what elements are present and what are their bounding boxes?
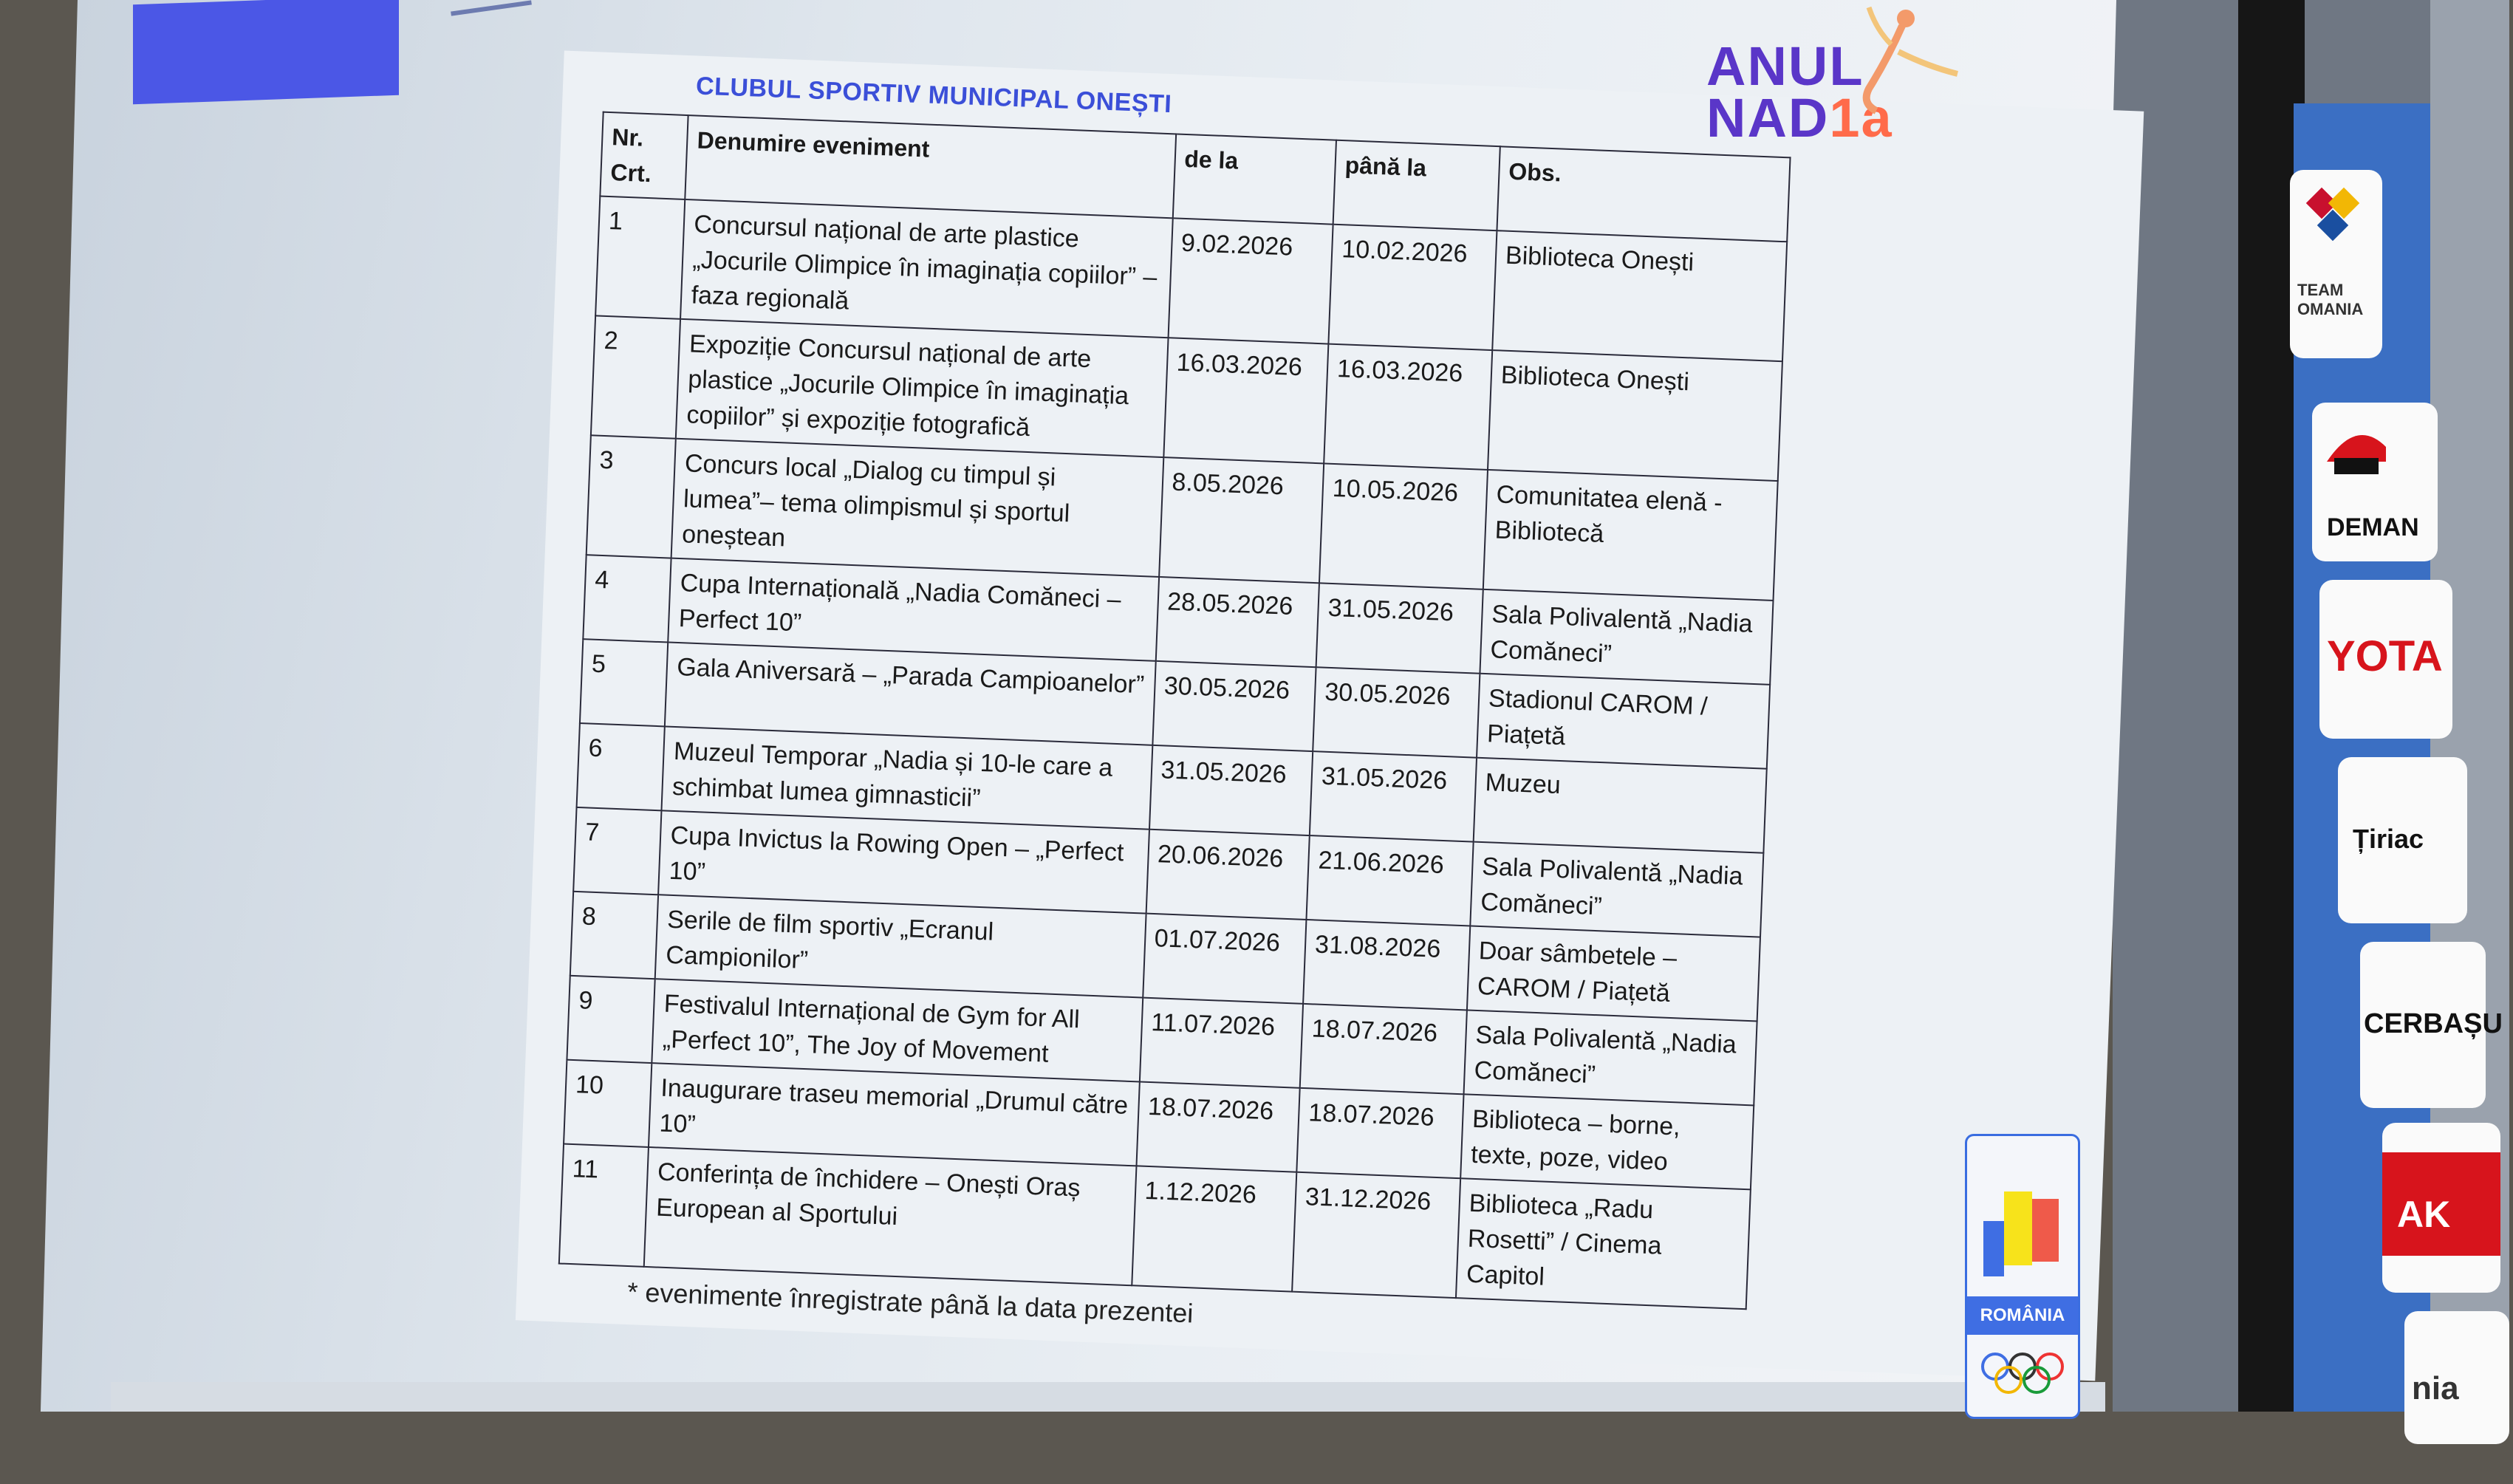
cell-to: 31.12.2026 <box>1292 1172 1460 1298</box>
cell-to: 18.07.2026 <box>1296 1088 1463 1178</box>
cell-from: 01.07.2026 <box>1143 914 1307 1004</box>
slide-title: CLUBUL SPORTIV MUNICIPAL ONEȘTI <box>695 72 1172 119</box>
cell-nr: 5 <box>580 639 669 726</box>
cell-from: 28.05.2026 <box>1155 577 1319 667</box>
cell-obs: Sala Polivalentă „Nadia Comăneci” <box>1463 1010 1757 1105</box>
cell-name: Serile de film sportiv „Ecranul Campionilor” <box>655 895 1146 997</box>
header-from: de la <box>1172 134 1336 224</box>
cell-obs: Biblioteca Onești <box>1492 230 1787 361</box>
logo-line-2-main: NAD <box>1706 87 1830 148</box>
sponsor-label: AK <box>2397 1194 2451 1235</box>
cell-obs: Sala Polivalentă „Nadia Comăneci” <box>1470 842 1763 937</box>
romania-color-blocks-icon <box>1983 1177 2065 1288</box>
cell-name: Inaugurare traseu memorial „Drumul către 10” <box>649 1063 1139 1166</box>
sponsor-label: CERBAȘU <box>2364 1008 2503 1039</box>
cell-nr: 3 <box>587 435 677 558</box>
cell-from: 11.07.2026 <box>1139 998 1303 1088</box>
header-nr: Nr. Crt. <box>600 112 688 199</box>
sponsor-label: nia <box>2412 1370 2459 1406</box>
cell-from: 18.07.2026 <box>1136 1081 1300 1172</box>
cell-name: Concurs local „Dialog cu timpul și lumea”– tema olimpismul și sportul oneștean <box>671 439 1163 577</box>
cell-to: 31.08.2026 <box>1303 920 1470 1010</box>
cell-nr: 7 <box>573 807 662 895</box>
header-obs: Obs. <box>1497 146 1790 242</box>
cell-nr: 4 <box>583 555 671 642</box>
cell-nr: 10 <box>564 1060 652 1147</box>
header-to: până la <box>1333 140 1500 230</box>
romania-olympic-badge <box>1965 1134 2080 1419</box>
cell-to: 18.07.2026 <box>1300 1004 1467 1094</box>
events-table <box>558 112 1791 1310</box>
cell-to: 16.03.2026 <box>1324 344 1492 470</box>
cell-nr: 11 <box>559 1144 649 1267</box>
logo-line-1: ANUL <box>1706 35 1864 97</box>
cell-name: Gala Aniversară – „Parada Campioanelor” <box>665 643 1155 745</box>
cell-name: Cupa Invictus la Rowing Open – „Perfect 10” <box>659 810 1149 913</box>
cell-obs: Biblioteca – borne, texte, poze, video <box>1460 1094 1754 1189</box>
cell-name: Festivalul Internațional de Gym for All „Perfect 10”, The Joy of Movement <box>652 979 1143 1081</box>
cell-from: 30.05.2026 <box>1152 661 1316 751</box>
cell-obs: Biblioteca Onești <box>1488 350 1782 481</box>
cell-name: Muzeul Temporar „Nadia și 10-le care a schimbat lumea gimnasticii” <box>662 726 1152 829</box>
cell-to: 30.05.2026 <box>1313 667 1480 757</box>
cell-from: 1.12.2026 <box>1132 1166 1297 1291</box>
footnote: * evenimente înregistrate până la data prezentei <box>626 1276 1194 1329</box>
cell-nr: 1 <box>595 196 685 319</box>
sponsor-label: YOTA <box>2327 632 2443 680</box>
cell-nr: 6 <box>577 723 666 810</box>
olympic-rings-icon <box>1980 1350 2065 1402</box>
cell-name: Concursul național de arte plastice „Jocurile Olimpice în imaginația copiilor” – faza regională <box>681 199 1173 338</box>
cell-to: 21.06.2026 <box>1307 835 1474 926</box>
cell-nr: 9 <box>567 976 655 1063</box>
sponsor-label: Țiriac <box>2353 824 2424 854</box>
header-name: Denumire eveniment <box>685 115 1176 218</box>
cell-obs: Biblioteca „Radu Rosetti” / Cinema Capitol <box>1456 1178 1751 1309</box>
sponsor-label: TEAM OMANIA <box>2297 281 2364 318</box>
badge-label: ROMÂNIA <box>1967 1296 2078 1335</box>
cell-to: 31.05.2026 <box>1316 583 1483 673</box>
cell-obs: Comunitatea elenă - Bibliotecă <box>1483 470 1778 601</box>
cell-obs: Muzeu <box>1474 758 1767 853</box>
cell-obs: Doar sâmbetele – CAROM / Piațetă <box>1467 926 1760 1021</box>
cell-nr: 2 <box>591 315 681 438</box>
cell-to: 31.05.2026 <box>1310 751 1477 841</box>
cell-to: 10.05.2026 <box>1319 463 1488 589</box>
cell-to: 10.02.2026 <box>1328 225 1497 350</box>
gymnast-icon <box>1817 0 1965 133</box>
cell-from: 8.05.2026 <box>1159 457 1324 583</box>
cell-from: 9.02.2026 <box>1168 218 1333 343</box>
cell-nr: 8 <box>570 892 659 979</box>
cell-from: 20.06.2026 <box>1146 830 1310 920</box>
logo-line-2-accent: 1a <box>1829 87 1893 148</box>
cell-name: Conferința de închidere – Onești Oraș European al Sportului <box>644 1147 1136 1285</box>
cell-name: Expoziție Concursul național de arte plastice „Jocurile Olimpice în imaginația copiilor” și expoziție fotografică <box>676 319 1168 457</box>
sponsor-label: DEMAN <box>2327 513 2419 541</box>
cell-obs: Sala Polivalentă „Nadia Comăneci” <box>1480 589 1773 685</box>
cell-obs: Stadionul CAROM / Piațetă <box>1477 674 1770 769</box>
cell-from: 31.05.2026 <box>1149 745 1313 835</box>
cell-from: 16.03.2026 <box>1163 338 1329 463</box>
cell-name: Cupa Internațională „Nadia Comăneci – Perfect 10” <box>669 558 1159 661</box>
